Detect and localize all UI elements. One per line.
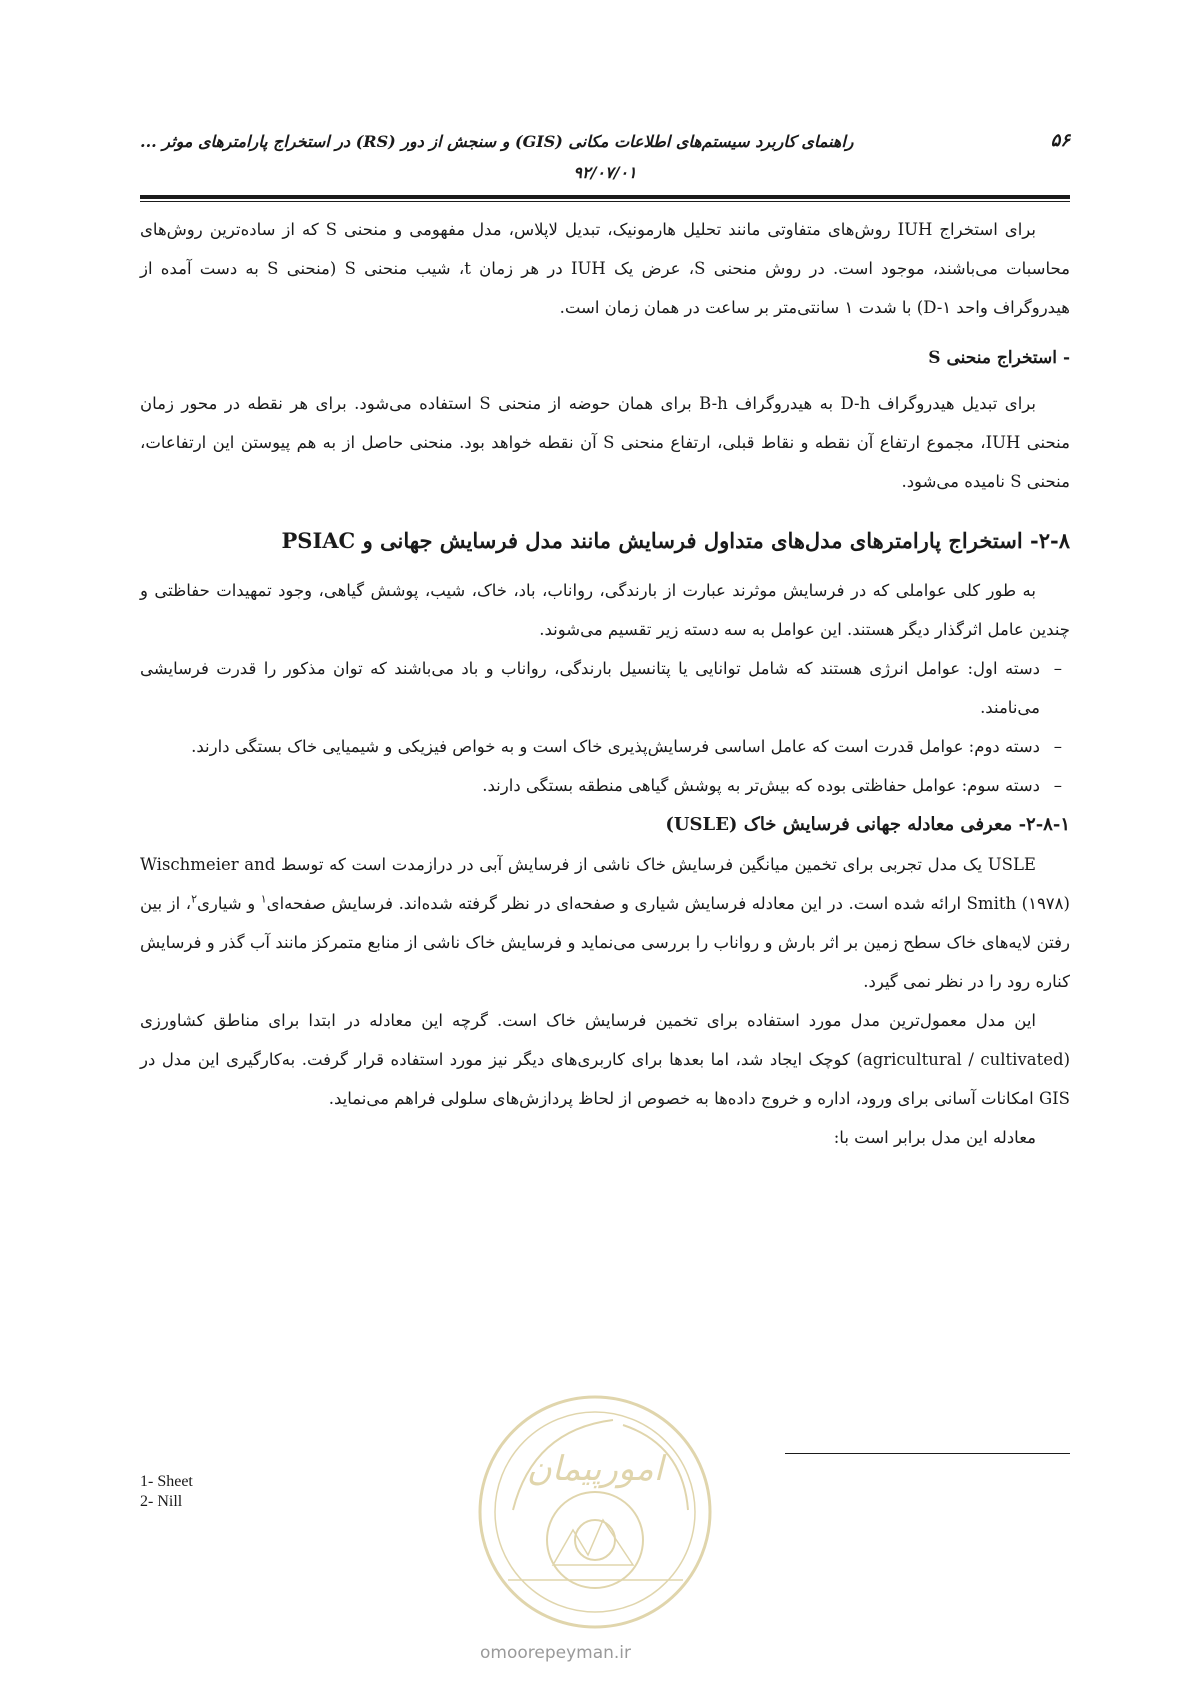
- page-header: [140, 130, 1070, 190]
- dash-bullet: –: [1053, 776, 1062, 795]
- list-item: [140, 727, 1070, 766]
- footnotes: [140, 1472, 193, 1512]
- watermark-url: omoorepeyman.ir: [480, 1643, 632, 1663]
- header-rule-thin: [140, 201, 1070, 202]
- usle-text-part-3: ، از بین رفتن لایه‌های خاک سطح زمین بر اثر بارش و رواناب را بررسی می‌نماید و فرسایش خاک ناشی از منابع متمرکز مانند آب گذر و فرسایش کناره رود را در نظر نمی گیرد.: [140, 894, 1070, 991]
- header-rule: [140, 195, 1070, 199]
- list-item-text: دسته دوم: عوامل قدرت است که عامل اساسی فرسایش‌پذیری خاک است و به خواص فیزیکی و شیمیایی خاک بستگی دارند.: [191, 737, 1040, 756]
- running-header-date: ۹۲/۰۷/۰۱: [573, 163, 637, 182]
- paragraph-iuh: برای استخراج IUH روش‌های متفاوتی مانند تحلیل هارمونیک، تبدیل لاپلاس، مدل مفهومی و منحنی S که از ساده‌ترین روش‌های محاسبات می‌باشند، موجود است. در روش منحنی S، عرض یک IUH در هر زمان t، شیب منحنی S (منحنی S به دست آمده از هیدروگراف واحد D-۱) با شدت ۱ سانتی‌متر بر ساعت در همان زمان است.: [140, 220, 1070, 317]
- footnote-ref-2[interactable]: ۲: [191, 892, 197, 906]
- running-header-title: راهنمای کاربرد سیستم‌های اطلاعات مکانی (GIS) و سنجش از دور (RS) در استخراج پارامترهای موثر ...: [140, 132, 854, 151]
- usle-text-part-1: USLE یک مدل تجربی برای تخمین میانگین فرسایش خاک ناشی از فرسایش آبی در درازمدت است که توسط Wischmeier and Smith (۱۹۷۸) ارائه شده است. در این معادله فرسایش شیاری و صفحه‌ای در نظر گرفته شده‌اند. فرسایش صفحه‌ای: [140, 855, 1070, 913]
- list-item: [140, 766, 1070, 805]
- factor-list: [140, 649, 1070, 805]
- usle-text-part-2: و شیاری: [197, 894, 261, 913]
- page-number: ۵۶: [1050, 130, 1070, 151]
- watermark-seal-icon: [473, 1390, 718, 1635]
- footnote-ref-1[interactable]: ۱: [260, 892, 267, 906]
- footnote-1: 1- Sheet: [140, 1473, 193, 1490]
- list-item-text: دسته سوم: عوامل حفاظتی بوده که بیش‌تر به پوشش گیاهی منطقه بستگی دارند.: [482, 776, 1040, 795]
- dash-bullet: –: [1053, 737, 1062, 756]
- paragraph-usle-intro: [140, 845, 1070, 1001]
- list-item: [140, 649, 1070, 727]
- subsection-title: ۲-۸-۱- معرفی معادله جهانی فرسایش خاک (USLE): [665, 814, 1070, 835]
- list-item-text: دسته اول: عوامل انرژی هستند که شامل توانایی یا پتانسیل بارندگی، رواناب و باد می‌باشند که توان مذکور را قدرت فرسایشی می‌نامند.: [140, 659, 1040, 717]
- section-title: ۲-۸- استخراج پارامترهای مدل‌های متداول فرسایش مانند مدل فرسایش جهانی و PSIAC: [281, 528, 1070, 553]
- dash-bullet: –: [1053, 659, 1062, 678]
- paragraph-usle-usage: این مدل معمول‌ترین مدل مورد استفاده برای تخمین فرسایش خاک است. گرچه این معادله در ابتدا برای مناطق کشاورزی (agricultural / cultivated) کوچک ایجاد شد، اما بعدها برای کاربری‌های دیگر نیز مورد استفاده قرار گرفت. به‌کارگیری این مدل در GIS امکانات آسانی برای ورود، اداره و خروج داده‌ها به خصوص از لحاظ پردازش‌های سلولی فراهم می‌نماید.: [140, 1011, 1071, 1108]
- page-body: [140, 210, 1070, 1157]
- paragraph-erosion-factors: به طور کلی عواملی که در فرسایش موثرند عبارت از بارندگی، رواناب، باد، خاک، شیب، پوشش گیاهی، وجود تمهیدات حفاظتی و چندین عامل اثرگذار دیگر هستند. این عوامل به سه دسته زیر تقسیم می‌شوند.: [140, 581, 1070, 639]
- paragraph-equation-intro: معادله این مدل برابر است با:: [833, 1128, 1036, 1147]
- paragraph-s-curve: برای تبدیل هیدروگراف D-h به هیدروگراف B-h برای همان حوضه از منحنی S استفاده می‌شود. برای هر نقطه در محور زمان منحنی IUH، مجموع ارتفاع آن نقطه و نقاط قبلی، ارتفاع منحنی S آن نقطه خواهد بود. منحنی حاصل از به هم پیوستن این ارتفاعات، منحنی S نامیده می‌شود.: [140, 394, 1070, 491]
- footnote-rule: [785, 1453, 1070, 1454]
- footnote-2: 2- Nill: [140, 1493, 183, 1510]
- heading-s-curve: - استخراج منحنی S: [928, 348, 1070, 368]
- watermark-seal-text: امورپیمان: [526, 1449, 664, 1489]
